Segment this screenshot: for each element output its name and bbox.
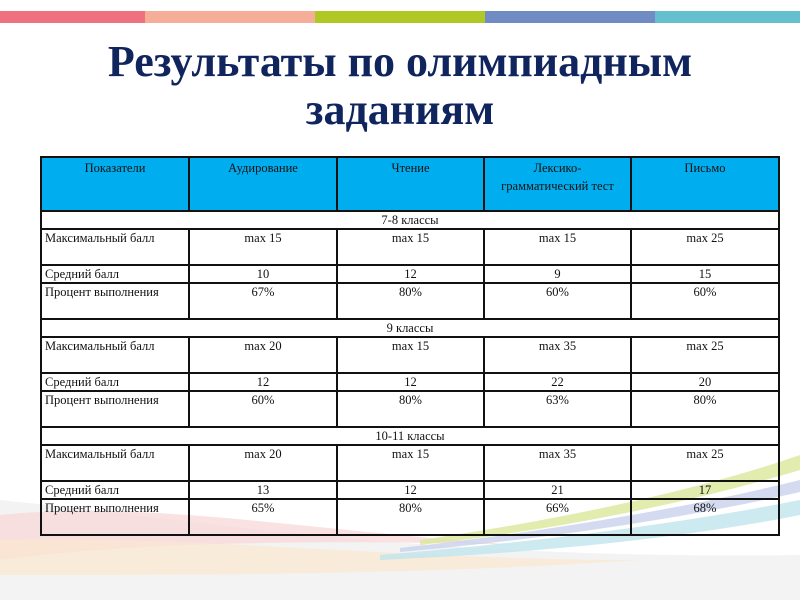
section-row-9	[41, 319, 779, 337]
row-label: Максимальный балл	[41, 445, 189, 481]
top-bar-segment-blue	[485, 11, 655, 23]
cell-lexico-grammar: 9	[484, 265, 631, 283]
cell-lexico-grammar: 21	[484, 481, 631, 499]
top-bar-segment-red	[0, 11, 145, 23]
cell-listening: max 20	[189, 445, 337, 481]
top-bar-segment-green	[315, 11, 485, 23]
row-label: Процент выполнения	[41, 283, 189, 319]
table-row-average-score	[41, 265, 779, 283]
table-row-average-score	[41, 481, 779, 499]
cell-writing: max 25	[631, 229, 779, 265]
slide-title-line2: заданиям	[305, 85, 495, 134]
cell-reading: max 15	[337, 337, 484, 373]
cell-listening: 13	[189, 481, 337, 499]
slide-title-line1: Результаты по олимпиадным	[107, 37, 693, 86]
top-color-bar	[0, 11, 800, 23]
cell-listening: 67%	[189, 283, 337, 319]
cell-writing: 80%	[631, 391, 779, 427]
cell-lexico-grammar: 66%	[484, 499, 631, 535]
row-label: Средний балл	[41, 373, 189, 391]
section-row-10-11	[41, 427, 779, 445]
section-row-7-8	[41, 211, 779, 229]
cell-listening: 60%	[189, 391, 337, 427]
cell-listening: 12	[189, 373, 337, 391]
cell-reading: max 15	[337, 229, 484, 265]
cell-reading: 80%	[337, 391, 484, 427]
section-title: 10-11 классы	[41, 427, 779, 445]
top-bar-segment-peach	[145, 11, 315, 23]
cell-listening: 10	[189, 265, 337, 283]
header-lexico-line1: Лексико-	[533, 161, 582, 175]
cell-reading: 12	[337, 265, 484, 283]
cell-reading: 80%	[337, 499, 484, 535]
header-indicators: Показатели	[41, 157, 189, 211]
cell-writing: max 25	[631, 337, 779, 373]
cell-lexico-grammar: max 35	[484, 337, 631, 373]
table-row-completion-percent	[41, 283, 779, 319]
table-row-max-score	[41, 337, 779, 373]
cell-lexico-grammar: max 15	[484, 229, 631, 265]
cell-writing: 60%	[631, 283, 779, 319]
header-writing: Письмо	[631, 157, 779, 211]
row-label: Средний балл	[41, 265, 189, 283]
cell-lexico-grammar: 60%	[484, 283, 631, 319]
cell-reading: 12	[337, 481, 484, 499]
cell-reading: 80%	[337, 283, 484, 319]
section-title: 9 классы	[41, 319, 779, 337]
row-label: Средний балл	[41, 481, 189, 499]
table-row-completion-percent	[41, 391, 779, 427]
cell-listening: max 15	[189, 229, 337, 265]
header-listening: Аудирование	[189, 157, 337, 211]
cell-listening: max 20	[189, 337, 337, 373]
table-row-average-score	[41, 373, 779, 391]
cell-writing: 15	[631, 265, 779, 283]
slide-title	[0, 38, 800, 134]
row-label: Максимальный балл	[41, 229, 189, 265]
cell-lexico-grammar: 63%	[484, 391, 631, 427]
table-header-row	[41, 157, 779, 211]
table-row-max-score	[41, 229, 779, 265]
header-lexico-line2: грамматический тест	[501, 179, 614, 193]
cell-reading: max 15	[337, 445, 484, 481]
table-row-max-score	[41, 445, 779, 481]
row-label: Процент выполнения	[41, 391, 189, 427]
table-row-completion-percent	[41, 499, 779, 535]
cell-writing: 17	[631, 481, 779, 499]
top-bar-segment-teal	[655, 11, 800, 23]
row-label: Максимальный балл	[41, 337, 189, 373]
row-label: Процент выполнения	[41, 499, 189, 535]
results-table	[40, 156, 780, 536]
cell-listening: 65%	[189, 499, 337, 535]
header-reading: Чтение	[337, 157, 484, 211]
section-title: 7-8 классы	[41, 211, 779, 229]
cell-writing: 20	[631, 373, 779, 391]
cell-lexico-grammar: max 35	[484, 445, 631, 481]
cell-writing: 68%	[631, 499, 779, 535]
header-lexico-grammar	[484, 157, 631, 211]
cell-lexico-grammar: 22	[484, 373, 631, 391]
cell-writing: max 25	[631, 445, 779, 481]
cell-reading: 12	[337, 373, 484, 391]
